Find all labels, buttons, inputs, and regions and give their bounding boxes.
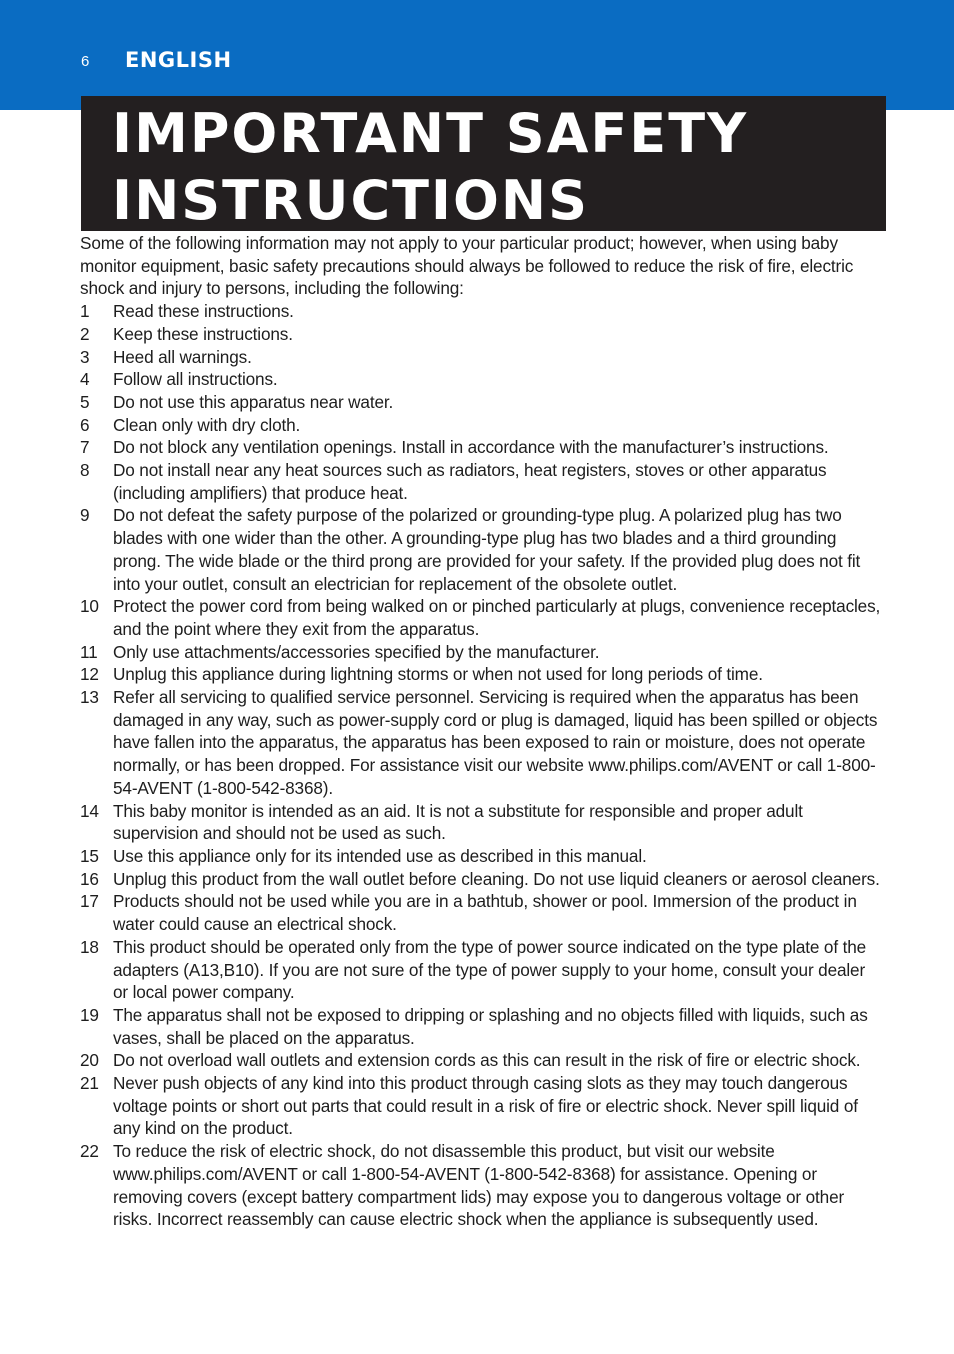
list-item-number: 4 bbox=[80, 369, 90, 390]
list-item-text: This baby monitor is intended as an aid. It is not a substitute for responsible and proper adult supervision and should not be used as such. bbox=[113, 800, 803, 844]
list-item-number: 3 bbox=[80, 346, 90, 367]
list-item bbox=[80, 868, 884, 891]
list-item bbox=[80, 845, 884, 868]
list-item-number: 8 bbox=[80, 460, 90, 481]
intro-paragraph: Some of the following information may not apply to your particular product; however, when using baby monitor equipment, basic safety precautions should always be followed to reduce the risk of fire, electric shock and injury to persons, including the following: bbox=[80, 233, 854, 299]
list-item-text: Unplug this product from the wall outlet before cleaning. Do not use liquid cleaners or aerosol cleaners. bbox=[113, 868, 880, 889]
list-item bbox=[80, 800, 884, 845]
list-item-number: 11 bbox=[80, 641, 98, 662]
list-item bbox=[80, 300, 884, 323]
list-item-number: 15 bbox=[80, 845, 99, 866]
list-item bbox=[80, 1004, 884, 1049]
list-item-text: Never push objects of any kind into this product through casing slots as they may touch dangerous voltage points or short out parts that could result in a risk of fire or electric shock. Never spill liquid of any kind on the product. bbox=[113, 1073, 858, 1139]
list-item-text: The apparatus shall not be exposed to dripping or splashing and no objects filled with liquids, such as vases, shall be placed on the apparatus. bbox=[113, 1004, 868, 1048]
list-item-number: 12 bbox=[80, 664, 99, 685]
list-item bbox=[80, 663, 884, 686]
header-bar bbox=[0, 0, 954, 110]
list-item-text: Protect the power cord from being walked on or pinched particularly at plugs, convenience receptacles, and the point where they exit from the apparatus. bbox=[113, 596, 881, 639]
list-item-number: 17 bbox=[80, 891, 99, 912]
list-item bbox=[80, 936, 884, 1004]
list-item bbox=[80, 391, 884, 414]
list-item-number: 10 bbox=[80, 596, 99, 617]
page-title-line-1: IMPORTANT SAFETY bbox=[112, 102, 749, 165]
list-item-text: Do not install near any heat sources such as radiators, heat registers, stoves or other apparatus (including amplifiers) that produce heat. bbox=[113, 460, 827, 503]
list-item-text: Products should not be used while you are in a bathtub, shower or pool. Immersion of the product in water could cause an electrical shock. bbox=[113, 891, 857, 935]
page-number: 6 bbox=[81, 53, 90, 70]
list-item bbox=[80, 641, 884, 664]
list-item-text: Do not use this apparatus near water. bbox=[113, 391, 394, 412]
list-item-text: Do not block any ventilation openings. Install in accordance with the manufacturer’s instructions. bbox=[113, 437, 829, 458]
list-item-text: Follow all instructions. bbox=[113, 369, 278, 390]
list-item-number: 13 bbox=[80, 687, 99, 708]
language-label: ENGLISH bbox=[125, 48, 232, 72]
list-item bbox=[80, 368, 884, 391]
page-title-line-2: INSTRUCTIONS bbox=[112, 169, 589, 232]
list-item-number: 21 bbox=[80, 1073, 99, 1094]
list-item bbox=[80, 1072, 884, 1140]
title-banner bbox=[81, 96, 886, 231]
list-item bbox=[80, 1049, 884, 1072]
list-item-text: To reduce the risk of electric shock, do not disassemble this product, but visit our website www.philips.com/AVENT or call 1-800-54-AVENT (1-800-542-8368) for assistance. Opening or removing covers (except battery compartment lids) may expose you to dangerous voltage or other risks. Incorrect reassembly can cause electric shock when the appliance is subsequently used. bbox=[113, 1141, 845, 1230]
list-item bbox=[80, 1140, 884, 1231]
list-item bbox=[80, 890, 884, 935]
list-item-text: Clean only with dry cloth. bbox=[113, 414, 301, 435]
list-item-text: Keep these instructions. bbox=[113, 323, 293, 344]
list-item bbox=[80, 595, 884, 640]
list-item bbox=[80, 323, 884, 346]
list-item-text: Read these instructions. bbox=[113, 301, 294, 322]
list-item-number: 20 bbox=[80, 1050, 99, 1071]
list-item-text: Do not defeat the safety purpose of the polarized or grounding-type plug. A polarized plug has two blades with one wider than the other. A grounding-type plug has two blades and a third grounding prong. The wide blade or the third prong are provided for your safety. If the provided plug does not fit into your outlet, consult an electrician for replacement of the obsolete outlet. bbox=[113, 505, 861, 594]
list-item-text: Heed all warnings. bbox=[113, 346, 252, 367]
list-item-number: 5 bbox=[80, 391, 90, 412]
list-item-text: Do not overload wall outlets and extension cords as this can result in the risk of fire or electric shock. bbox=[113, 1050, 861, 1071]
instructions-list bbox=[80, 300, 884, 1231]
list-item-number: 19 bbox=[80, 1004, 99, 1025]
list-item-text: Only use attachments/accessories specified by the manufacturer. bbox=[113, 641, 600, 662]
list-item-number: 7 bbox=[80, 437, 90, 458]
list-item-number: 14 bbox=[80, 800, 99, 821]
list-item bbox=[80, 459, 884, 504]
list-item-number: 18 bbox=[80, 936, 99, 957]
list-item-text: Use this appliance only for its intended use as described in this manual. bbox=[113, 845, 647, 866]
list-item-text: This product should be operated only from the type of power source indicated on the type plate of the adapters (A13,B10). If you are not sure of the type of power supply to your home, consult your dealer or local power company. bbox=[113, 936, 867, 1003]
list-item-number: 6 bbox=[80, 414, 90, 435]
list-item bbox=[80, 504, 884, 595]
list-item bbox=[80, 346, 884, 369]
instructions-body bbox=[80, 232, 884, 1231]
list-item-text: Unplug this appliance during lightning storms or when not used for long periods of time. bbox=[113, 664, 763, 685]
list-item bbox=[80, 686, 884, 800]
list-item-number: 16 bbox=[80, 868, 99, 889]
list-item-text: Refer all servicing to qualified service personnel. Servicing is required when the apparatus has been damaged in any way, such as power-supply cord or plug is damaged, liquid has been spilled or objects have fallen into the apparatus, the apparatus has been exposed to rain or moisture, does not operate normally, or has been dropped. For assistance visit our website www.philips.com/AVENT or call 1-800-54-AVENT (1-800-542-8368). bbox=[113, 687, 878, 798]
list-item bbox=[80, 436, 884, 459]
list-item bbox=[80, 414, 884, 437]
list-item-number: 9 bbox=[80, 505, 90, 526]
list-item-number: 2 bbox=[80, 323, 90, 344]
list-item-number: 22 bbox=[80, 1141, 99, 1162]
list-item-number: 1 bbox=[80, 301, 90, 322]
